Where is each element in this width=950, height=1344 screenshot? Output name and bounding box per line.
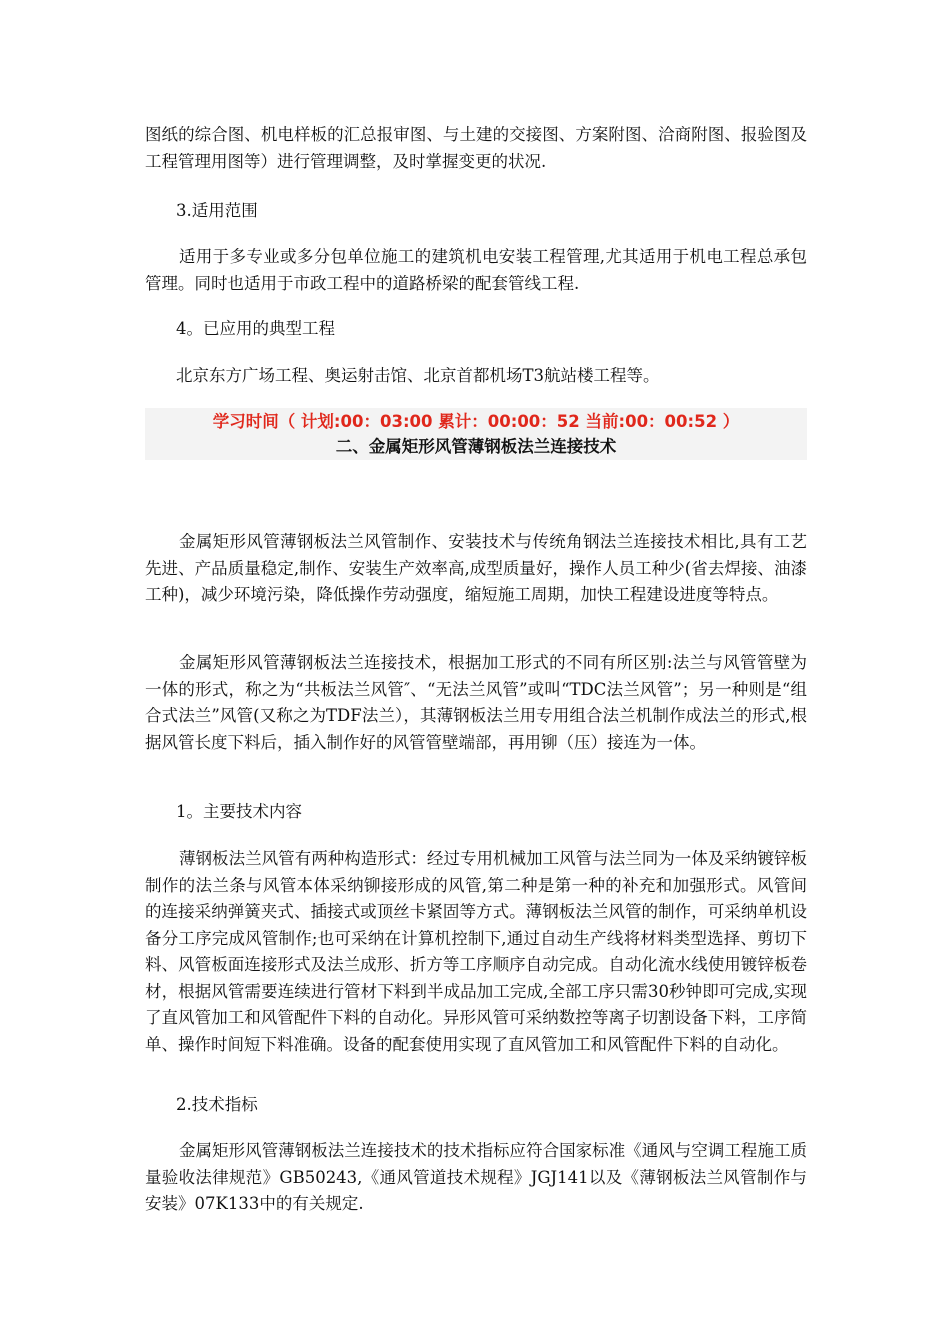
- main-content-body: 薄钢板法兰风管有两种构造形式：经过专用机械加工风管与法兰同为一体及采纳镀锌板制作的法兰条与风管本体采纳铆接形成的风管,第二种是第一种的补充和加强形式。风管间的连接采纳弹簧夹式、插接式或顶丝卡紧固等方式。薄钢板法兰风管的制作，可采纳单机设备分工序完成风管制作;也可采纳在计算机控制下,通过自动生产线将材料类型选择、剪切下料、风管板面连接形式及法兰成形、折方等工序顺序自动完成。自动化流水线使用镀锌板卷材，根据风管需要连续进行管材下料到半成品加工完成,全部工序只需30秒钟即可完成,实现了直风管加工和风管配件下料的自动化。异形风管可采纳数控等离子切割设备下料，工序简单、操作时间短下料准确。设备的配套使用实现了直风管加工和风管配件下料的自动化。: [145, 849, 807, 1054]
- top-paragraph: 图纸的综合图、机电样板的汇总报审图、与土建的交接图、方案附图、洽商附图、报验图及工程管理用图等）进行管理调整，及时掌握变更的状况.: [145, 125, 807, 171]
- section-title: 二、金属矩形风管薄钢板法兰连接技术: [335, 437, 617, 456]
- study-banner: [145, 408, 807, 460]
- section4-heading: 4。已应用的典型工程: [176, 319, 335, 338]
- section3-heading: 3.适用范围: [176, 201, 258, 220]
- tech-index-body: 金属矩形风管薄钢板法兰连接技术的技术指标应符合国家标准《通风与空调工程施工质量验收法律规范》GB50243,《通风管道技术规程》JGJ141以及《薄钢板法兰风管制作与安装》07K133中的有关规定.: [145, 1141, 807, 1213]
- section3-body: 适用于多专业或多分包单位施工的建筑机电安装工程管理,尤其适用于机电工程总承包管理。同时也适用于市政工程中的道路桥梁的配套管线工程.: [145, 247, 807, 293]
- main-content-heading: 1。主要技术内容: [176, 802, 302, 821]
- intro-paragraph-2: 金属矩形风管薄钢板法兰连接技术，根据加工形式的不同有所区别:法兰与风管管壁为一体的形式，称之为“共板法兰风管″、“无法兰风管”或叫“TDC法兰风管”；另一种则是“组合式法兰”风管(又称之为TDF法兰），其薄钢板法兰用专用组合法兰机制作成法兰的形式,根据风管长度下料后，插入制作好的风管管壁端部，再用铆（压）接连为一体。: [145, 653, 807, 752]
- intro-paragraph-1: 金属矩形风管薄钢板法兰风管制作、安装技术与传统角钢法兰连接技术相比,具有工艺先进、产品质量稳定,制作、安装生产效率高,成型质量好，操作人员工种少(省去焊接、油漆工种)，减少环境污染，降低操作劳动强度，缩短施工周期，加快工程建设进度等特点。: [145, 532, 807, 604]
- study-time-counter: 学习时间（ 计划:00：03:00 累计：00:00：52 当前:00：00:52 ）: [212, 412, 740, 431]
- section4-body: 北京东方广场工程、奥运射击馆、北京首都机场T3航站楼工程等。: [176, 366, 660, 385]
- tech-index-heading: 2.技术指标: [176, 1095, 258, 1114]
